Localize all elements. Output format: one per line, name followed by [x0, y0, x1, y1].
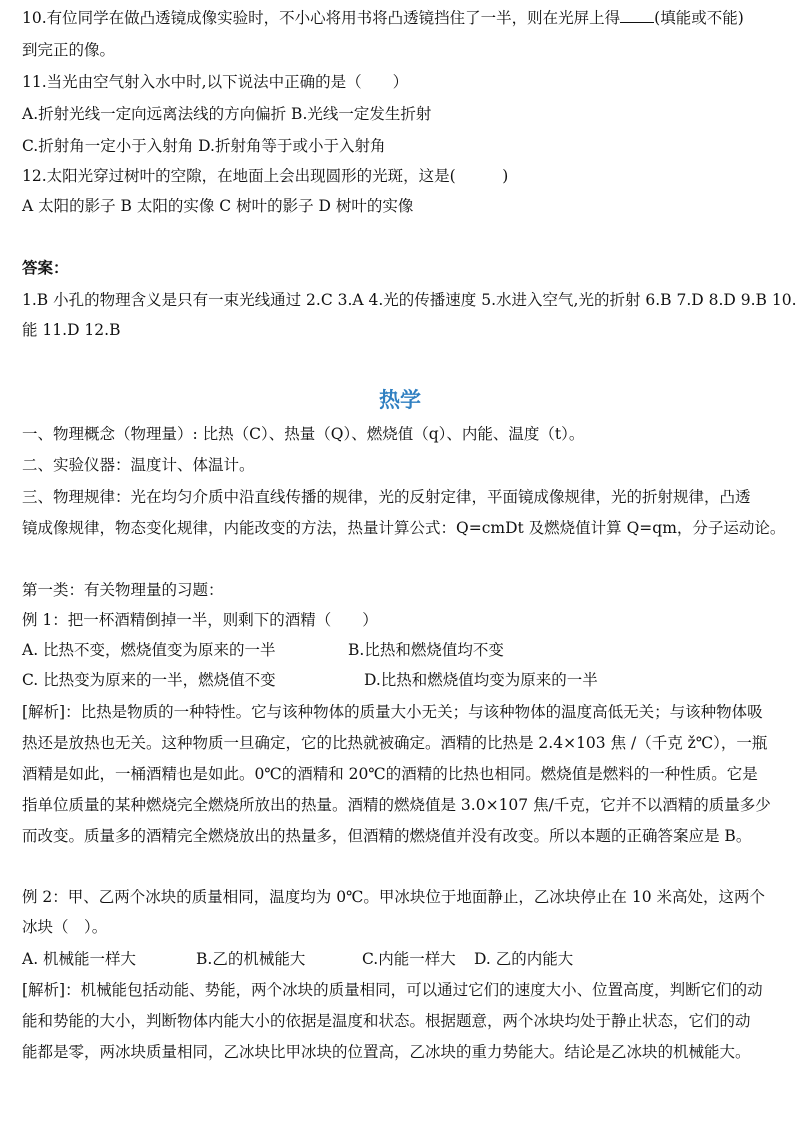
q10-hint: (填能或不能) [654, 9, 744, 27]
example1-analysis-line: 热还是放热也无关。这种物质一旦确定，它的比热就被确定。酒精的比热是 2.4×103 焦 /（千克 ž℃），一瓶 [22, 734, 768, 752]
example1-analysis-line: [解析]：比热是物质的一种特性。它与该种物体的质量大小无关；与该种物体的温度高低无关；与该种物体吸 [22, 703, 763, 721]
q11-options-ab: A.折射光线一定向远离法线的方向偏折 B.光线一定发生折射 [22, 105, 432, 123]
example2-stem-line2: 冰块（ ）。 [22, 918, 108, 936]
example1-option-a: A. 比热不变，燃烧值变为原来的一半 [22, 641, 276, 659]
example2-analysis-line: 能和势能的大小，判断物体内能大小的依据是温度和状态。根据题意，两个冰块均处于静止状态，它们的动 [22, 1012, 751, 1030]
example1-analysis-line: 酒精是如此，一桶酒精也是如此。0℃的酒精和 20℃的酒精的比热也相同。燃烧值是燃料的一种性质。它是 [22, 765, 758, 783]
example2-analysis-line: [解析]：机械能包括动能、势能，两个冰块的质量相同，可以通过它们的速度大小、位置高度，判断它们的动 [22, 981, 763, 999]
answer-blank [620, 8, 654, 23]
q10-text: 10.有位同学在做凸透镜成像实验时，不小心将用书将凸透镜挡住了一半，则在光屏上得 [22, 9, 621, 27]
q10-line2: 到完正的像。 [22, 41, 116, 59]
overview-laws-line2: 镜成像规律，物态变化规律，内能改变的方法，热量计算公式：Q=cmDt 及燃烧值计算 Q=qm，分子运动论。 [22, 519, 786, 537]
example2-option-c: C.内能一样大 [362, 950, 456, 968]
example2-stem-line1: 例 2：甲、乙两个冰块的质量相同，温度均为 0℃。甲冰块位于地面静止，乙冰块停止在 10 米高处，这两个 [22, 888, 765, 906]
answers-heading: 答案： [22, 258, 69, 277]
example1-option-c: C. 比热变为原来的一半，燃烧值不变 [22, 671, 276, 689]
answers-line1: 1.B 小孔的物理含义是只有一束光线通过 2.C 3.A 4.光的传播速度 5.水进入空气,光的折射 6.B 7.D 8.D 9.B 10. [22, 291, 797, 309]
q10-line1 [22, 6, 782, 30]
answers-line2: 能 11.D 12.B [22, 321, 121, 339]
q12-options: A 太阳的影子 B 太阳的实像 C 树叶的影子 D 树叶的实像 [22, 197, 414, 215]
overview-instruments: 二、实验仪器：温度计、体温计。 [22, 456, 255, 474]
example1-analysis-line: 指单位质量的某种燃烧完全燃烧所放出的热量。酒精的燃烧值是 3.0×107 焦/千克，它并不以酒精的质量多少 [22, 796, 771, 814]
q11-stem: 11.当光由空气射入水中时,以下说法中正确的是（ ） [22, 73, 409, 91]
q11-options-cd: C.折射角一定小于入射角 D.折射角等于或小于入射角 [22, 137, 386, 155]
example2-option-b: B.乙的机械能大 [196, 950, 306, 968]
overview-laws-line1: 三、物理规律：光在均匀介质中沿直线传播的规律，光的反射定律，平面镜成像规律，光的折射规律，凸透 [22, 488, 751, 506]
q12-stem: 12.太阳光穿过树叶的空隙，在地面上会出现圆形的光斑，这是( ) [22, 167, 509, 185]
category-heading: 第一类：有关物理量的习题： [22, 581, 224, 599]
example1-option-b: B.比热和燃烧值均不变 [348, 641, 504, 659]
example2-option-d: D. 乙的内能大 [474, 950, 574, 968]
example2-analysis-line: 能都是零，两冰块质量相同，乙冰块比甲冰块的位置高，乙冰块的重力势能大。结论是乙冰块的机械能大。 [22, 1043, 751, 1061]
example2-option-a: A. 机械能一样大 [22, 950, 137, 968]
example1-stem: 例 1：把一杯酒精倒掉一半，则剩下的酒精（ ） [22, 611, 378, 629]
section-title: 热学 [379, 388, 421, 412]
overview-concepts: 一、物理概念（物理量）: 比热（C）、热量（Q）、燃烧值（q）、内能、温度（t）。 [22, 425, 585, 443]
example1-analysis-line: 而改变。质量多的酒精完全燃烧放出的热量多，但酒精的燃烧值并没有改变。所以本题的正确答案应是 B。 [22, 827, 752, 845]
example1-option-d: D.比热和燃烧值均变为原来的一半 [364, 671, 598, 689]
